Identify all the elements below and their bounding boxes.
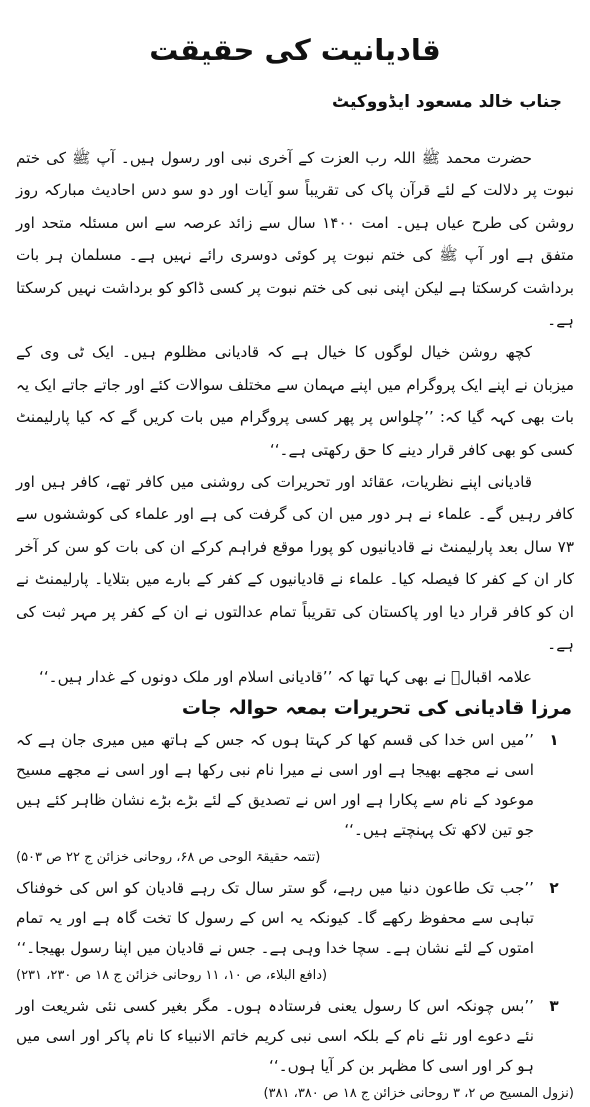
- author-byline: جناب خالد مسعود ایڈووکیٹ: [331, 92, 562, 112]
- reference-item: [16, 873, 574, 963]
- reference-text: ’’جب تک طاعون دنیا میں رہے، گو ستر سال تک رہے قادیان کو اس کی خوفناک تباہی سے محفوظ رکھے گا۔ کیونکہ یہ اس کے رسول کا تخت گاہ ہے اور یہ تمام امتوں کے لئے نشان ہے۔ سچا خدا وہی ہے۔ جس نے قادیان میں اپنا رسول بھیجا۔‘‘: [16, 878, 534, 957]
- paragraph-intro: حضرت محمد ﷺ اللہ رب العزت کے آخری نبی اور رسول ہیں۔ آپ ﷺ کی ختم نبوت پر دلالت کے لئے قرآن پاک کی تقریباً سو آیات اور دو سو دس احادیث مبارکہ روز روشن کی طرح عیاں ہیں۔ امت ۱۴۰۰ سال سے زائد عرصہ سے اس مسئلہ متحد اور متفق ہے اور آپ ﷺ کی ختم نبوت پر کوئی دوسری رائے نہیں ہے۔ مسلمان ہر بات برداشت کرسکتا ہے لیکن اپنی نبی کی ختم نبوت پر کسی ڈاکو کو برداشت نہیں کرسکتا ہے۔: [16, 149, 574, 330]
- paragraph-qadiani-beliefs: قادیانی اپنے نظریات، عقائد اور تحریرات کی روشنی میں کافر تھے، کافر ہیں اور کافر رہیں گے۔ علماء نے ہر دور میں ان کی گرفت کی ہے اور علماء کی کوششوں سے ۷۳ سال بعد پارلیمنٹ نے قادیانیوں کو پورا موقع فراہم کرکے ان کی بات کو سن کر آخر کار ان کے کفر کا فیصلہ کیا۔ علماء نے قادیانیوں کے کفر کے بارے میں بتلایا۔ پارلیمنٹ نے ان کو کافر قرار دیا اور پاکستان کی تقریباً تمام عدالتوں نے ان کے کفر پر مہر ثبت کی ہے۔: [16, 473, 574, 654]
- paragraph-iqbal-quote: علامہ اقبالؒ نے بھی کہا تھا کہ ’’قادیانی اسلام اور ملک دونوں کے غدار ہیں۔‘‘: [39, 667, 532, 686]
- reference-item: [16, 725, 574, 845]
- reference-number: ۱: [549, 730, 559, 749]
- reference-citation: (نزول المسیح ص ۲، ۳ روحانی خزائن ج ۱۸ ص ۳۸۰، ۳۸۱): [263, 1085, 574, 1101]
- reference-number: ۳: [549, 996, 559, 1015]
- reference-item: [16, 991, 574, 1081]
- reference-number: ۲: [549, 878, 559, 897]
- paragraph-tv-host: کچھ روشن خیال لوگوں کا خیال ہے کہ قادیانی مظلوم ہیں۔ ایک ٹی وی کے میزبان نے اپنے ایک پروگرام میں اپنے مہمان سے مختلف سوالات کئے اور جاتے جاتے ایک یہ بات بھی کہہ گیا کہ: ’’چلواس پر پھر کسی پروگرام میں بات کریں گے کہ کیا پارلیمنٹ کسی کو بھی کافر قرار دینے کا حق رکھتی ہے۔‘‘: [16, 343, 574, 459]
- section-heading: مرزا قادیانی کی تحریرات بمعہ حوالہ جات: [181, 696, 572, 719]
- reference-citation: (تتمہ حقیقۃ الوحی ص ۶۸، روحانی خزائن ج ۲۲ ص ۵۰۳): [16, 849, 321, 865]
- reference-citation: (دافع البلاء، ص ۱۰، ۱۱ روحانی خزائن ج ۱۸ ص ۲۳۰، ۲۳۱): [16, 967, 328, 983]
- reference-text: ’’بس چونکہ اس کا رسول یعنی فرستادہ ہوں۔ مگر بغیر کسی نئی شریعت اور نئے دعوے اور نئے نام کے بلکہ اسی نبی کریم خاتم الانبیاء کا نام پاکر اور اسی میں ہو کر اور اسی کا مظہر بن کر آیا ہوں۔‘‘: [16, 996, 534, 1075]
- page-title: قادیانیت کی حقیقت: [149, 33, 441, 67]
- reference-text: ’’میں اس خدا کی قسم کھا کر کہتا ہوں کہ جس کے ہاتھ میں میری جان ہے کہ اسی نے مجھے بھیجا ہے اور اسی نے میرا نام نبی رکھا ہے اور اسی نے مجھے مسیح موعود کے نام سے پکارا ہے اور اس نے تصدیق کے لئے بڑے بڑے نشان ظاہر کئے ہیں جو تین لاکھ تک پہنچتے ہیں۔‘‘: [16, 730, 534, 839]
